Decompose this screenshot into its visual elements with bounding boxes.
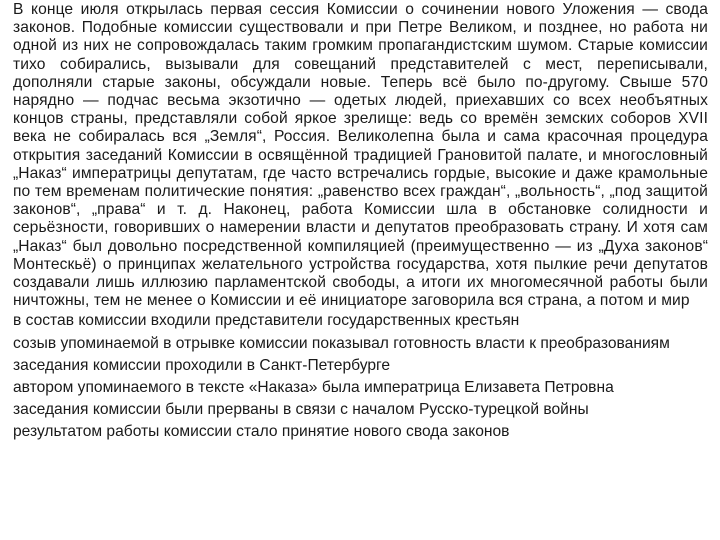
statement-list [13, 312, 708, 441]
statement-item: автором упоминаемого в тексте «Наказа» была императрица Елизавета Петровна [13, 379, 614, 397]
historical-passage: В конце июля открылась первая сессия Комиссии о сочинении нового Уложения — свода законов. Подобные комиссии существовали и при Петре Великом, и позднее, но работа ни одной из них не сопровождалась таким громким пропагандистским шумом. Старые комиссии тихо собирались, вызывали для совещаний представителей с мест, переписывали, дополняли старые законы, обсуждали новые. Теперь всё было по-другому. Свыше 570 нарядно — подчас весьма экзотично — одетых людей, приехавших со всех необъятных концов страны, представляли собой яркое зрелище: ведь со времён земских соборов XVII века не собиралась вся „Земля“, Россия. Великолепна была и сама красочная процедура открытия заседаний Комиссии в освящённой традицией Грановитой палате, и многословный „Наказ“ императрицы депутатам, где часто встречались гордые, высокие и даже крамольные по тем временам политические понятия: „равенство всех граждан“, „вольность“, „под защитой законов“, „права“ и т. д. Наконец, работа Комиссии шла в обстановке солидности и серьёзности, говоривших о намерении власти и депутатов преобразовать страну. И хотя сам „Наказ“ был довольно посредственной компиляцией (преимущественно — из „Духа законов“ Монтескьё) о принципах желательного устройства государства, хотя пылкие речи депутатов создавали лишь иллюзию парламентской свободы, а итоги их многомесячной работы были ничтожны, тем не менее о Комиссии и её инициаторе заговорила вся страна, а потом и мир [13, 1, 708, 310]
statement-item: заседания комиссии проходили в Санкт-Петербурге [13, 356, 391, 374]
statement-item: результатом работы комиссии стало принятие нового свода законов [13, 423, 510, 441]
statement-item: в состав комиссии входили представители государственных крестьян [13, 312, 520, 330]
statement-item: созыв упоминаемой в отрывке комиссии показывал готовность власти к преобразованиям [13, 334, 670, 352]
statement-item: заседания комиссии были прерваны в связи с началом Русско-турецкой войны [13, 401, 589, 419]
